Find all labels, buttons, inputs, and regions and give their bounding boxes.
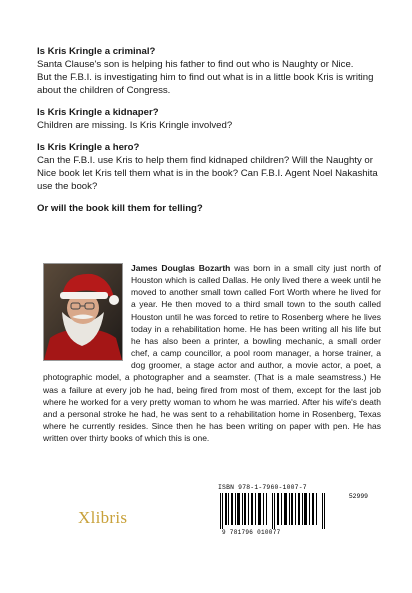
- author-photo: [43, 263, 123, 361]
- question-heading: Is Kris Kringle a hero?: [37, 142, 140, 153]
- author-bio-text: was born in a small city just north of Houston which is called Dallas. He only lived there a week until he moved to another small town called Fort Worth where he lived for a year. He then moved to a third small town to the south called Houston until he was forced to retire to Rosenberg where he lives today in a rehabilitation home. He has been writing all his life but he has also been a printer, a bowling mechanic, a small order chef, a camp councillor, a pool room manager, a horse trainer, a dog groomer, a stage actor and author, a movie actor, a poet, a photographic model, a photographer and a seamster. (That is a male seamstress.) He was a failure at every job he had, being fired from most of them, except for the last job where he worked for a very pretty woman to whom he was married. After his wife's death and a personal stroke he had, he was sent to a rehabilitation home in Rosenberg, Texas where he currently resides. Since then he has been writing on paper with pen. He has written over thirty books of which this is one.: [43, 263, 381, 444]
- barcode-bars: [218, 493, 330, 529]
- closing-question: Or will the book kill them for telling?: [37, 203, 203, 214]
- ean-digits: 9 781796 010077: [222, 529, 281, 536]
- barcode: [218, 484, 368, 534]
- author-bio: [43, 262, 381, 444]
- question-block-hero: [37, 141, 385, 193]
- question-heading: Is Kris Kringle a kidnaper?: [37, 107, 159, 118]
- price-code: 52999: [348, 493, 368, 500]
- blurb: [37, 45, 385, 215]
- author-name: James Douglas Bozarth: [131, 263, 231, 273]
- paragraph: But the F.B.I. is investigating him to find out what is in a little book Kris is writing about the children of Congress.: [37, 72, 374, 96]
- paragraph: Can the F.B.I. use Kris to help them find kidnaped children? Will the Naughty or Nice book let Kris tell them what is in the book? Can F.B.I. Agent Noel Nakashita use the book?: [37, 155, 378, 192]
- question-block-kidnaper: [37, 106, 385, 132]
- author-photo-illustration: [44, 264, 122, 360]
- question-block-criminal: [37, 45, 385, 97]
- publisher-logo: Xlibris: [78, 508, 128, 527]
- isbn-label: ISBN 978-1-7960-1007-7: [218, 484, 307, 491]
- paragraph: Children are missing. Is Kris Kringle involved?: [37, 120, 233, 131]
- paragraph: Santa Clause's son is helping his father to find out who is Naughty or Nice.: [37, 59, 354, 70]
- question-heading: Is Kris Kringle a criminal?: [37, 46, 156, 57]
